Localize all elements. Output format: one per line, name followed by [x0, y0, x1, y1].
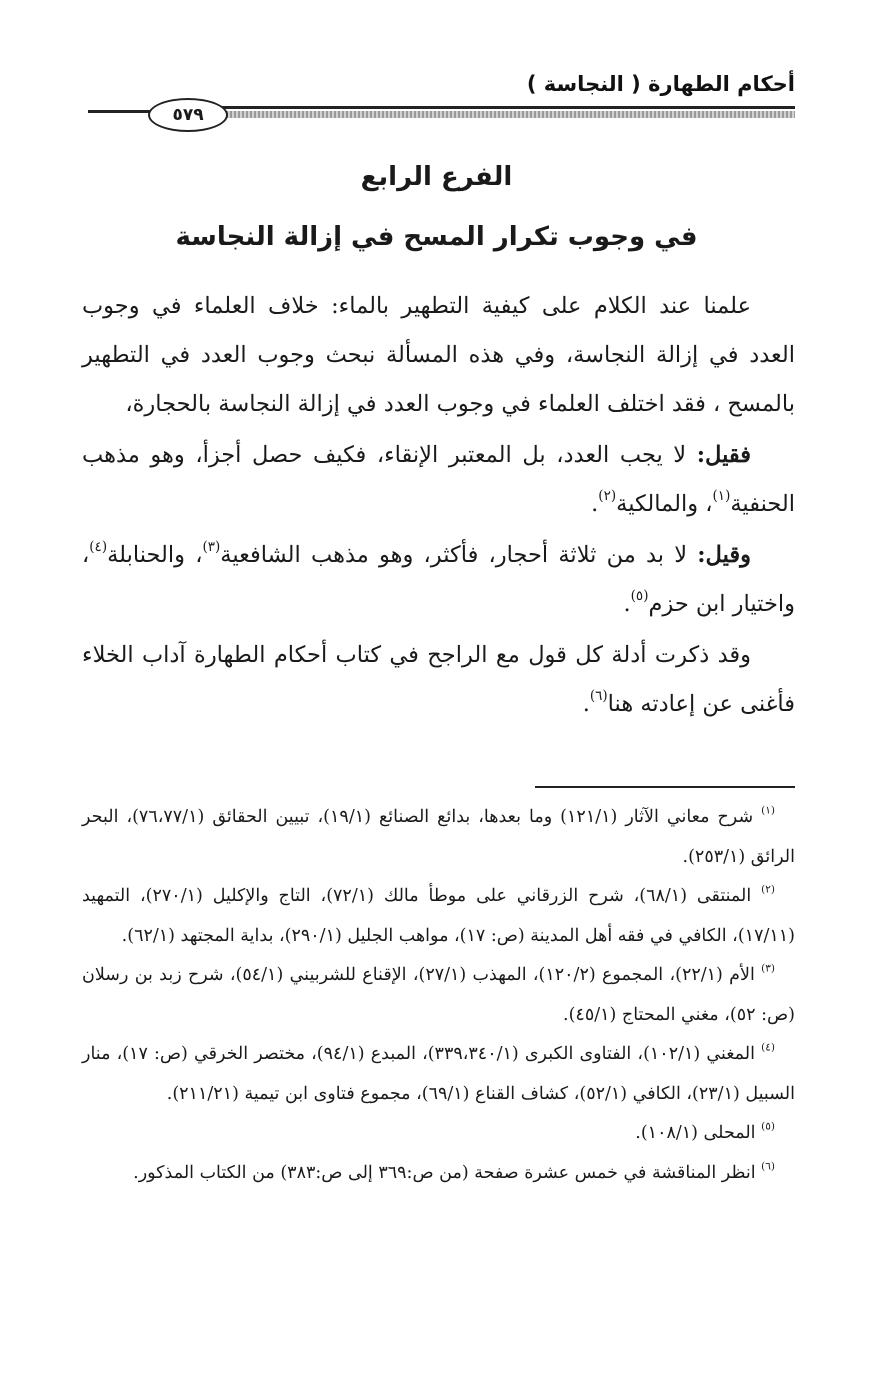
- footnote-1: [82, 798, 795, 877]
- footnote-ref-2: (٢): [598, 488, 617, 505]
- header-rule-shading: [222, 111, 795, 118]
- paragraph-3-lead: وقيل:: [697, 542, 751, 568]
- header-rule-left: [88, 110, 150, 113]
- footnote-2-marker: (٢): [761, 883, 775, 896]
- footnote-5-marker: (٥): [761, 1120, 775, 1133]
- paragraph-3-text-b: ، والحنابلة: [107, 542, 203, 568]
- paragraph-2-lead: فقيل:: [696, 442, 751, 468]
- footnote-3-marker: (٣): [761, 962, 775, 975]
- footnote-1-marker: (١): [761, 804, 776, 817]
- footnote-ref-5: (٥): [630, 588, 649, 605]
- footnote-3: [82, 956, 795, 1035]
- paragraph-3-text-c: ، واختيار ابن حزم: [82, 542, 795, 617]
- footnote-5: [82, 1114, 795, 1154]
- section-subtitle: في وجوب تكرار المسح في إزالة النجاسة: [175, 222, 698, 252]
- page-number: [148, 98, 228, 132]
- footnote-2: [82, 877, 795, 956]
- footnote-separator: [535, 786, 795, 788]
- paragraph-3: [82, 531, 795, 629]
- footnote-6-text: انظر المناقشة في خمس عشرة صفحة (من ص:٣٦٩ إلى ص:٣٨٣) من الكتاب المذكور.: [133, 1162, 756, 1183]
- footnote-ref-4: (٤): [89, 539, 108, 556]
- paragraph-4: [82, 631, 795, 729]
- paragraph-3-text-a: لا بد من ثلاثة أحجار، فأكثر، وهو مذهب الشافعية: [220, 542, 698, 568]
- footnote-4-text: المغني (١٠٢/١)، الفتاوى الكبرى (٣٣٩،٣٤٠/١)، المبدع (٩٤/١)، مختصر الخرقي (ص: ١٧)، منار السبيل (٢٣/١)، الكافي (٥٢/١)، كشاف القناع (٦٩/١)، مجموع فتاوى ابن تيمية (٢١١/٢١).: [82, 1044, 795, 1104]
- page-number-text: ٥٧٩: [172, 105, 204, 125]
- running-title: أحكام الطهارة ( النجاسة ): [526, 72, 795, 96]
- footnote-ref-6: (٦): [589, 688, 608, 705]
- footnote-4: [82, 1035, 795, 1114]
- footnote-2-text: المنتقى (٦٨/١)، شرح الزرقاني على موطأ مالك (٧٢/١)، التاج والإكليل (٢٧٠/١)، التمهيد (١٧/١١)، الكافي في فقه أهل المدينة (ص: ١٧)، مواهب الجليل (٢٩٠/١)، بداية المجتهد (٦٢/١).: [82, 886, 795, 946]
- paragraph-2-text-c: .: [591, 491, 599, 517]
- footnote-3-text: الأم (٢٢/١)، المجموع (١٢٠/٢)، المهذب (٢٧/١)، الإقناع للشربيني (٥٤/١)، شرح زبد بن رسلان (ص: ٥٢)، مغني المحتاج (٤٥/١).: [82, 965, 795, 1025]
- footnote-6: [82, 1154, 795, 1194]
- footnote-1-text: شرح معاني الآثار (١٢١/١) وما بعدها، بدائع الصنائع (١٩/١)، تبيين الحقائق (٧٦،٧٧/١)، البحر الرائق (٢٥٣/١).: [82, 807, 795, 867]
- paragraph-4-text-a: وقد ذكرت أدلة كل قول مع الراجح في كتاب أحكام الطهارة آداب الخلاء فأغنى عن إعادته هنا: [82, 642, 795, 717]
- section-title: الفرع الرابع: [360, 162, 513, 192]
- paragraph-3-text-d: .: [623, 591, 631, 617]
- header-rule: [222, 106, 795, 109]
- footnote-4-marker: (٤): [761, 1041, 775, 1054]
- paragraph-2-text-b: ، والمالكية: [616, 491, 713, 517]
- paragraph-2-text-a: لا يجب العدد، بل المعتبر الإنقاء، فكيف حصل أجزأ، وهو مذهب الحنفية: [82, 442, 795, 517]
- body-text: [82, 282, 795, 731]
- footnote-5-text: المحلى (١٠٨/١).: [635, 1123, 756, 1143]
- footnotes: [82, 798, 795, 1193]
- footnote-ref-3: (٣): [202, 539, 221, 556]
- footnote-6-marker: (٦): [761, 1160, 775, 1173]
- footnote-ref-1: (١): [712, 488, 731, 505]
- paragraph-1: علمنا عند الكلام على كيفية التطهير بالماء: خلاف العلماء في وجوب العدد في إزالة النجاسة، وفي هذه المسألة نبحث وجوب العدد في التطهير بالمسح ، فقد اختلف العلماء في وجوب العدد في إزالة النجاسة بالحجارة،: [82, 293, 795, 417]
- paragraph-4-text-b: .: [582, 691, 590, 717]
- paragraph-2: [82, 431, 795, 529]
